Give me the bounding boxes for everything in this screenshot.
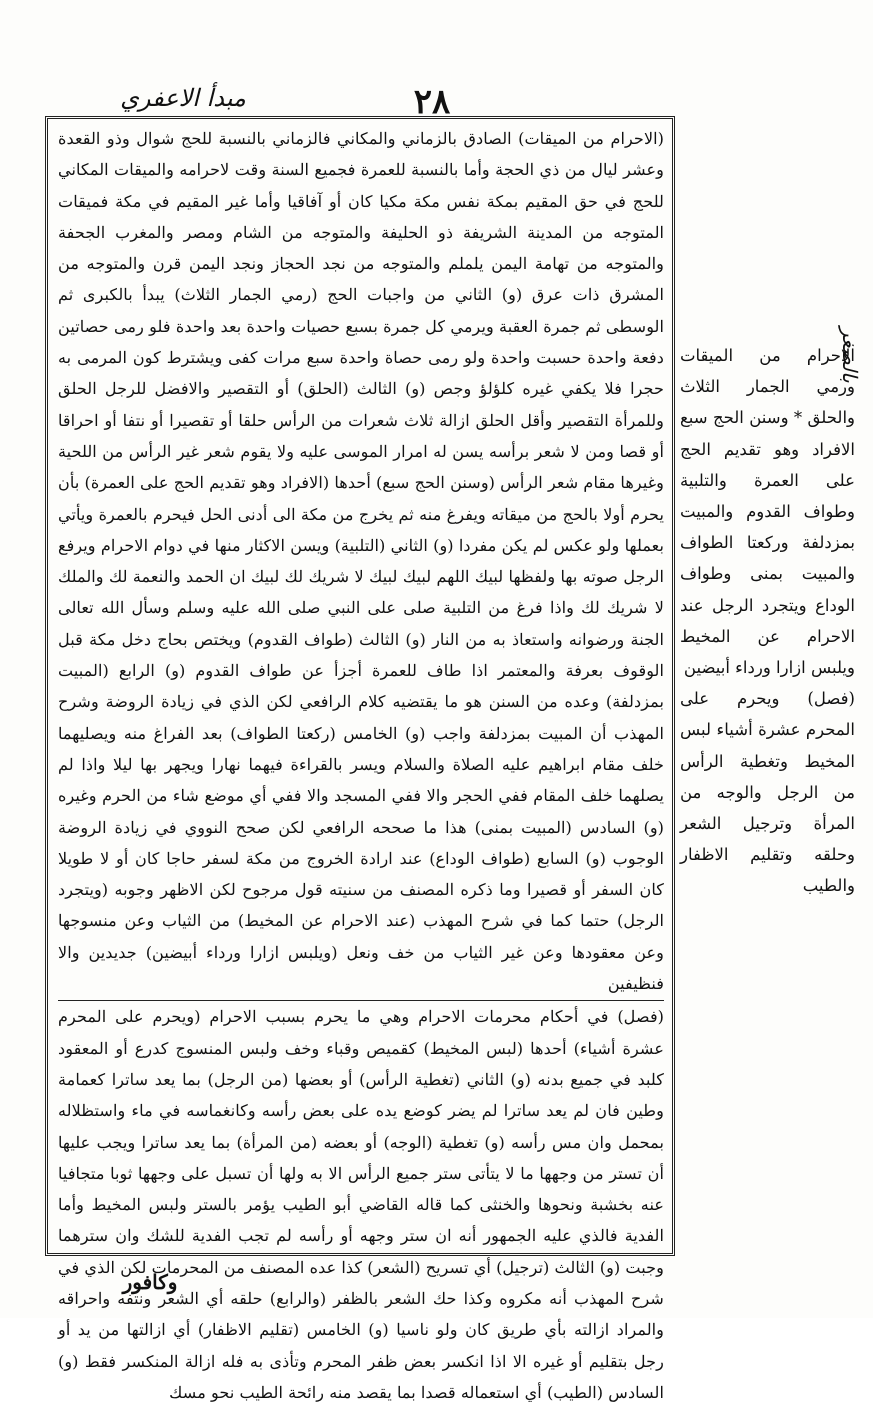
margin-handwritten-note: بالصغر: [838, 327, 862, 383]
handwritten-note: مبدأ الاعفري: [120, 84, 246, 112]
margin-commentary-paragraph: (فصل) ويحرم على المحرم عشرة أشياء لبس المخيط وتغطية الرأس من الرجل والوجه من المرأة وترجيل الشعر وحلقه وتقليم الاظفار والطيب: [680, 689, 855, 896]
page-number: ٢٨: [413, 82, 451, 122]
catchword: وكافور: [122, 1270, 178, 1294]
main-text-paragraph: (فصل) في أحكام محرمات الاحرام وهي ما يحرم بسبب الاحرام (ويحرم على المحرم عشرة أشياء) أحدها (لبس المخيط) كقميص وقباء وخف ولبس المنسوج كدرع أو المعقود كلبد في جميع بدنه (و) الثاني (تغطية الرأس) أو بعضها (من الرجل) بما يعد ساترا كعمامة وطين فان لم يعد ساترا لم يضر كوضع يده على بعض رأسه وكانغماسه في ماء واستظلاله بمحمل وان مس رأسه (و) تغطية (الوجه) أو بعضه (من المرأة) بما يعد ساترا ويجب عليها أن تستر من وجهها ما لا يتأتى ستر جميع الرأس الا به ولها أن تسبل على وجهها ثوبا متجافيا عنه بخشبة ونحوها والخنثى كما قاله القاضي أبو الطيب يؤمر بالستر ولبس المخيط وأما الفدية فالذي عليه الجمهور أنه ان ستر وجهه أو رأسه لم تجب الفدية للشك وان سترهما وجبت (و) الثالث (ترجيل) أي تسريح (الشعر) كذا عده المصنف من المحرمات لكن الذي في شرح المهذب أنه مكروه وكذا حك الشعر بالظفر (والرابع) حلقه أي الشعر ونتفه واحراقه والمراد ازالته بأي طريق كان ولو ناسيا (و) الخامس (تقليم الاظفار) أي ازالتها من يد أو رجل بتقليم أو غيره الا اذا انكسر بعض ظفر المحرم وتأذى به فله ازالة المنكسر فقط (و) السادس (الطيب) أي استعماله قصدا بما يقصد منه رائحة الطيب نحو مسك: [58, 1007, 664, 1402]
margin-commentary: [680, 340, 855, 940]
main-text-paragraph: (الاحرام من الميقات) الصادق بالزماني والمكاني فالزماني بالنسبة للحج شوال وذو القعدة وعشر ليال من ذي الحجة وأما بالنسبة للعمرة فجميع السنة وقت لاحرامه والميقات المكاني للحج في حق المقيم بمكة نفس مكة مكيا كان أو آفاقيا وأما غير المقيم في مكة فميقات المتوجه من المدينة الشريفة ذو الحليفة والمتوجه من الشام ومصر والمغرب الجحفة والمتوجه من تهامة اليمن يلملم والمتوجه من نجد الحجاز ونجد اليمن قرن والمتوجه من المشرق ذات عرق (و) الثاني من واجبات الحج (رمي الجمار الثلاث) يبدأ بالكبرى ثم الوسطى ثم جمرة العقبة ويرمي كل جمرة بسبع حصيات واحدة بعد واحدة فلو رمى حصاتين دفعة واحدة حسبت واحدة ولو رمى حصاة واحدة سبع مرات كفى ويشترط كون المرمى به حجرا فلا يكفي غيره كلؤلؤ وجص (و) الثالث (الحلق) أو التقصير والافضل للرجل الحلق وللمرأة التقصير وأقل الحلق ازالة ثلاث شعرات من الرأس حلقا أو تقصيرا أو نتفا أو احراقا أو قصا ومن لا شعر برأسه يسن له امرار الموسى عليه ولا يقوم شعر غير الرأس من اللحية وغيرها مقام شعر الرأس (وسنن الحج سبع) أحدها (الافراد وهو تقديم الحج على العمرة) بأن يحرم أولا بالحج من ميقاته ويفرغ منه ثم يخرج من مكة الى أدنى الحل فيحرم بالعمرة ويأتي بعملها ولو عكس لم يكن مفردا (و) الثاني (التلبية) ويسن الاكثار منها في دوام الاحرام ويرفع الرجل صوته بها ولفظها لبيك اللهم لبيك لبيك لا شريك لك لبيك ان الحمد والنعمة لك والملك لا شريك لك واذا فرغ من التلبية صلى على النبي صلى الله عليه وسلم وسأل الله تعالى الجنة ورضوانه واستعاذ به من النار (و) الثالث (طواف القدوم) ويختص بحاج دخل مكة قبل الوقوف بعرفة والمعتمر اذا طاف للعمرة أجزأ عن طواف القدوم (و) الرابع (المبيت بمزدلفة) وعده من السنن هو ما يقتضيه كلام الرافعي لكن الذي في زيادة الروضة وشرح المهذب أن المبيت بمزدلفة واجب (و) الخامس (ركعتا الطواف) بعد الفراغ منه ويصليهما خلف مقام ابراهيم عليه الصلاة والسلام ويسر بالقراءة فيهما نهارا ويجهر بها ليلا واذا لم يصلهما خلف المقام ففي الحجر والا ففي المسجد والا ففي أي موضع شاء من الحرم وغيره (و) السادس (المبيت بمنى) هذا ما صححه الرافعي لكن صحح النووي في زيادة الروضة الوجوب (و) السابع (طواف الوداع) عند ارادة الخروج من مكة لسفر حاجا كان أو لا طويلا كان السفر أو قصيرا وما ذكره المصنف من سنيته قول مرجوح لكن الاظهر وجوبه (ويتجرد الرجل) حتما كما في شرح المهذب (عند الاحرام عن المخيط) من الثياب وعن منسوجها وعن معقودها وعن غير الثياب من خف ونعل (ويلبس ازارا ورداء أبيضين) جديدين والا فنظيفين: [58, 129, 664, 994]
margin-commentary-paragraph: الاحرام من الميقات ورمي الجمار الثلاث والحلق * وسنن الحج سبع الافراد وهو تقديم الحج على العمرة والتلبية وطواف القدوم والمبيت بمزدلفة وركعتا الطواف والمبيت بمنى وطواف الوداع ويتجرد الرجل عند الاحرام عن المخيط ويلبس ازارا ورداء أبيضين: [680, 346, 855, 678]
